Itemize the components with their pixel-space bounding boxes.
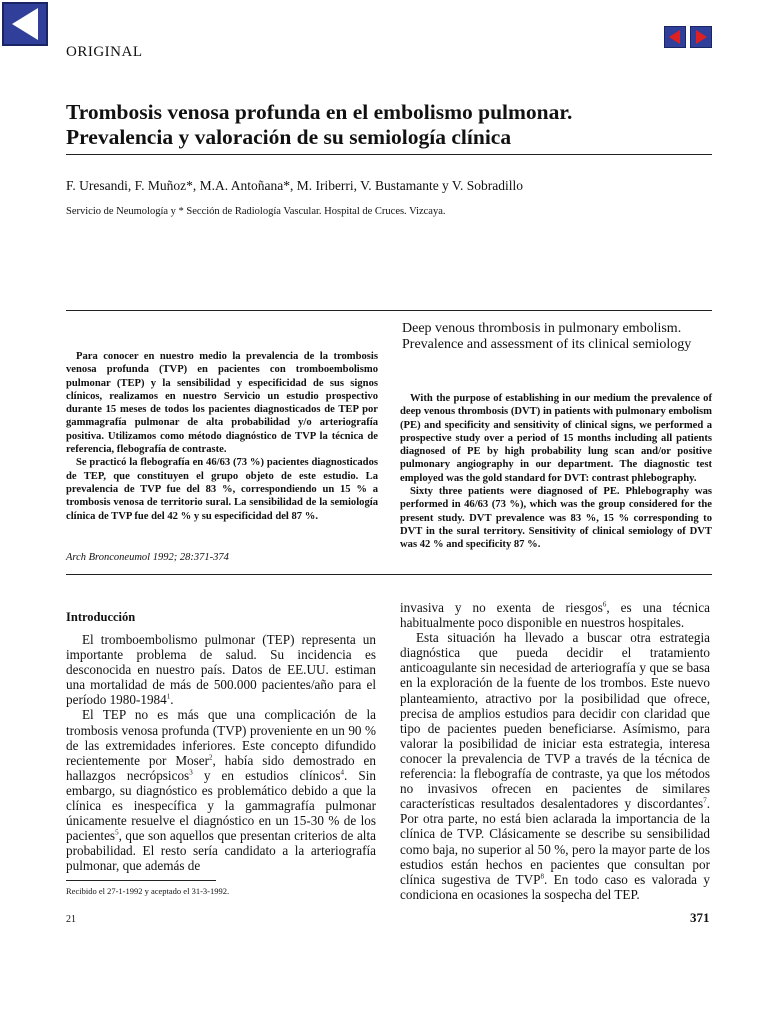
body-paragraph: Esta situación ha llevado a buscar otra estrategia diagnóstica que pueda decidir el tratamiento anticoagulante sin necesidad de arteriografía y que se basa en la exploración de la fuente de los trombos. Este nuevo planteamiento, atractivo por la posibilidad que ofrece, precisa de amplios estudios para decidir con claridad que tipo de pacientes pueden beneficiarse. Asímismo, para valorar la posibilidad de iniciar esta estrategia, interesa conocer la prevalencia de TVP a través de la técnica de referencia: la flebografía de contraste, ya que los métodos no invasivos ofrecen en pacientes de similares características resultados desalentadores y discordantes$^7$. Por otra parte, no está bien aclarada la importancia de la clínica de TVP. Clásicamente se describe su sensibilidad como baja, no superior al 50 %, pero la mayor parte de los estudios están hechos en pacientes que consultan por clínica sugestiva de TVP$^8$. En todo caso es valorada y condiciona en ocasiones la sospecha del TEP. [400,630,710,902]
body-right-column [400,600,710,902]
article-title [66,100,726,150]
abstract-es-paragraph: Para conocer en nuestro medio la prevalencia de la trombosis venosa profunda (TVP) en pacientes con tromboembolismo pulmonar (TEP) y la sensibilidad y especificidad de sus signos clínicos, realizamos en nuestro Servicio un estudio prospectivo durante 15 meses de todos los pacientes diagnosticados de TEP por gammagrafía pulmonar de alta probabilidad y/o arteriografía positiva. Utilizamos como método diagnóstico de TVP la técnica de referencia, flebografía de contraste. [66,351,378,456]
title-rule [66,154,712,155]
english-title-line-2: Prevalence and assessment of its clinical semiology [402,337,692,352]
page-number-right: 371 [690,910,710,925]
intro-heading: Introducción [66,610,136,624]
title-line-1: Trombosis venosa profunda en el embolismo pulmonar. [66,100,573,124]
title-line-2: Prevalencia y valoración de su semiología clínica [66,125,512,149]
section-label: ORIGINAL [66,44,143,60]
abstract-es-paragraph: Se practicó la flebografía en 46/63 (73 %) pacientes diagnosticados de TEP, que constituyen el grupo objeto de este estudio. La prevalencia de TVP fue del 83 %, correspondiendo un 15 % a trombosis venosa de territorio sural. La sensibilidad de la semiología clínica de TVP fue del 42 % y su especificidad del 87 %. [66,457,378,522]
footnote: Recibido el 27-1-1992 y aceptado el 31-3-1992. [66,886,230,896]
body-left-column [66,610,376,874]
footnote-rule [66,880,216,881]
prev-triangle-icon [665,27,685,47]
abstract-en-paragraph: With the purpose of establishing in our medium the prevalence of deep venous thrombosis (DVT) in patients with pulmonary embolism (PE) and specificity and sensitivity of clinical signs, we performed a prospective study over a period of 15 months including all patients diagnosed of PE by high probability lung scan and/or positive pulmonary angiography in our department. The diagnostic test employed was the gold standard for DVT: contrast phlebography. [400,393,712,484]
next-triangle-icon [691,27,711,47]
abstract-en-paragraph: Sixty three patients were diagnosed of PE. Phlebography was performed in 46/63 (73 %), which was the group considered for the present study. DVT prevalence was 83 %, 15 % corresponding to DVT in the sural territory. Sensitivity of clinical semiology of DVT was 42 % and specificity 87 %. [400,486,712,551]
body-paragraph: El tromboembolismo pulmonar (TEP) representa un importante problema de salud. Su incidencia es desconocida en nuestro país. Datos de EE.UU. estiman una mortalidad de más de 500.000 pacientes/año para el período 1980-1984$^1$. [66,632,376,708]
abstract-top-rule [66,310,712,311]
page-number-left: 21 [66,914,76,925]
authors: F. Uresandi, F. Muñoz*, M.A. Antoñana*, M. Iriberri, V. Bustamante y V. Sobradillo [66,178,523,193]
abstract-english [400,392,712,552]
citation: Arch Bronconeumol 1992; 28:371-374 [66,552,229,563]
back-button[interactable] [2,2,48,46]
abstract-bottom-rule [66,574,712,575]
affiliation: Servicio de Neumología y * Sección de Radiología Vascular. Hospital de Cruces. Vizcaya. [66,206,446,217]
page-nav [664,26,714,48]
back-triangle-icon [4,4,46,44]
english-title-line-1: Deep venous thrombosis in pulmonary embolism. [402,321,682,336]
prev-page-button[interactable] [664,26,686,48]
body-paragraph: invasiva y no exenta de riesgos$^6$, es una técnica habitualmente poco disponible en nuestros hospitales. [400,600,710,631]
body-paragraph: El TEP no es más que una complicación de la trombosis venosa profunda (TVP) proveniente en un 90 % de las extremidades inferiores. Este concepto difundido recientemente por Moser$^2$, había sido demostrado en hallazgos necrópsicos$^3$ y en estudios clínicos$^4$. Sin embargo, su diagnóstico es problemático debido a que la clínica es inespecífica y la gammagrafía pulmonar únicamente resuelve el diagnóstico en un 15-30 % de los pacientes$^5$, que son aquellos que presentan criterios de alta probabilidad. El resto sería candidato a la arteriografía pulmonar, que además de [66,707,376,874]
english-title [402,321,712,353]
abstract-spanish [66,350,378,523]
next-page-button[interactable] [690,26,712,48]
